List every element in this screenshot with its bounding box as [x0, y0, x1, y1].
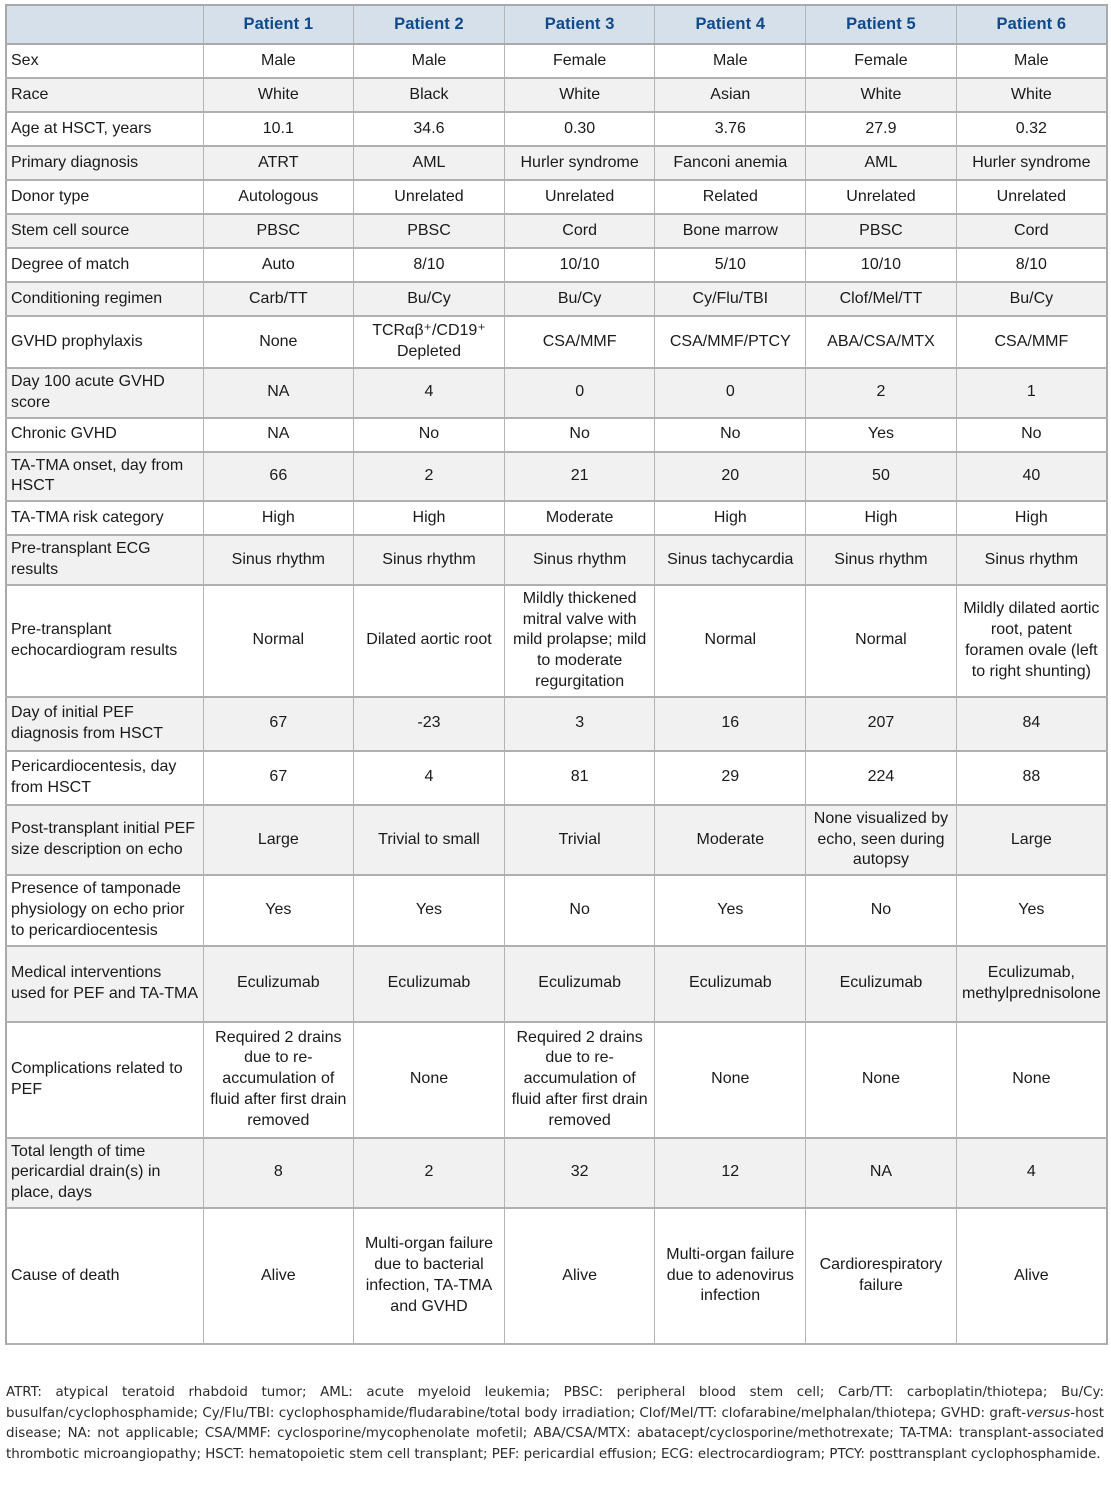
cell-patient-3: Mildly thickened mitral valve with mild prolapse; mild to moderate regurgitation [504, 585, 655, 697]
cell-patient-6: None [956, 1022, 1107, 1138]
column-header-patient-5: Patient 5 [806, 5, 957, 44]
cell-patient-5: PBSC [806, 214, 957, 248]
table-row [6, 146, 1107, 180]
cell-patient-6: Alive [956, 1208, 1107, 1344]
patient-characteristics-table [5, 4, 1108, 1345]
row-label: Medical interventions used for PEF and TA-TMA [6, 946, 203, 1022]
cell-patient-6: Sinus rhythm [956, 535, 1107, 585]
cell-patient-1: NA [203, 418, 354, 452]
cell-patient-1: ATRT [203, 146, 354, 180]
column-header-patient-6: Patient 6 [956, 5, 1107, 44]
cell-patient-3: 3 [504, 697, 655, 751]
cell-patient-1: White [203, 78, 354, 112]
cell-patient-1: Alive [203, 1208, 354, 1344]
cell-patient-1: 67 [203, 697, 354, 751]
cell-patient-1: 10.1 [203, 112, 354, 146]
row-label: Pre-transplant echocardiogram results [6, 585, 203, 697]
table-row [6, 875, 1107, 945]
table-row [6, 44, 1107, 78]
cell-patient-4: None [655, 1022, 806, 1138]
footnote-italic-term: versus [1026, 1405, 1071, 1421]
cell-patient-2: None [354, 1022, 505, 1138]
row-label: Total length of time pericardial drain(s) in place, days [6, 1138, 203, 1208]
table-header [6, 5, 1107, 44]
cell-patient-1: Required 2 drains due to re-accumulation of fluid after first drain removed [203, 1022, 354, 1138]
cell-patient-4: Moderate [655, 805, 806, 875]
table-row [6, 248, 1107, 282]
cell-patient-6: Eculizumab, methylprednisolone [956, 946, 1107, 1022]
cell-patient-4: Related [655, 180, 806, 214]
cell-patient-6: 1 [956, 368, 1107, 418]
table-row [6, 180, 1107, 214]
cell-patient-6: 0.32 [956, 112, 1107, 146]
cell-patient-2: High [354, 501, 505, 535]
cell-patient-3: Trivial [504, 805, 655, 875]
table-row [6, 535, 1107, 585]
cell-patient-5: High [806, 501, 957, 535]
column-header-patient-3: Patient 3 [504, 5, 655, 44]
cell-patient-4: 16 [655, 697, 806, 751]
cell-patient-3: Moderate [504, 501, 655, 535]
cell-patient-4: Fanconi anemia [655, 146, 806, 180]
cell-patient-4: Bone marrow [655, 214, 806, 248]
table-row [6, 805, 1107, 875]
cell-patient-5: No [806, 875, 957, 945]
table-row [6, 112, 1107, 146]
cell-patient-4: 12 [655, 1138, 806, 1208]
cell-patient-3: 10/10 [504, 248, 655, 282]
cell-patient-5: 10/10 [806, 248, 957, 282]
cell-patient-1: Carb/TT [203, 282, 354, 316]
cell-patient-3: Eculizumab [504, 946, 655, 1022]
cell-patient-3: 32 [504, 1138, 655, 1208]
row-label: Donor type [6, 180, 203, 214]
row-label: Conditioning regimen [6, 282, 203, 316]
cell-patient-2: Dilated aortic root [354, 585, 505, 697]
row-label: Chronic GVHD [6, 418, 203, 452]
table-row [6, 1138, 1107, 1208]
cell-patient-4: 0 [655, 368, 806, 418]
table-footnote [6, 1383, 1104, 1465]
table-row [6, 1022, 1107, 1138]
cell-patient-6: Unrelated [956, 180, 1107, 214]
cell-patient-3: Sinus rhythm [504, 535, 655, 585]
cell-patient-6: No [956, 418, 1107, 452]
row-label: Degree of match [6, 248, 203, 282]
cell-patient-6: Male [956, 44, 1107, 78]
cell-patient-6: CSA/MMF [956, 316, 1107, 368]
cell-patient-2: Eculizumab [354, 946, 505, 1022]
row-label: TA-TMA risk category [6, 501, 203, 535]
patient-characteristics-table-container [5, 4, 1106, 1345]
cell-patient-6: 88 [956, 751, 1107, 805]
cell-patient-4: Normal [655, 585, 806, 697]
table-row [6, 501, 1107, 535]
cell-patient-5: Female [806, 44, 957, 78]
cell-patient-5: 207 [806, 697, 957, 751]
row-label: Complications related to PEF [6, 1022, 203, 1138]
cell-patient-4: Sinus tachycardia [655, 535, 806, 585]
cell-patient-4: Multi-organ failure due to adenovirus infection [655, 1208, 806, 1344]
cell-patient-1: Normal [203, 585, 354, 697]
cell-patient-3: No [504, 875, 655, 945]
cell-patient-3: Required 2 drains due to re-accumulation of fluid after first drain removed [504, 1022, 655, 1138]
cell-patient-6: 40 [956, 452, 1107, 502]
column-header-patient-2: Patient 2 [354, 5, 505, 44]
cell-patient-1: 8 [203, 1138, 354, 1208]
cell-patient-1: Autologous [203, 180, 354, 214]
row-label: TA-TMA onset, day from HSCT [6, 452, 203, 502]
cell-patient-5: White [806, 78, 957, 112]
table-row [6, 1208, 1107, 1344]
cell-patient-2: 34.6 [354, 112, 505, 146]
table-row [6, 452, 1107, 502]
cell-patient-6: Yes [956, 875, 1107, 945]
cell-patient-5: 27.9 [806, 112, 957, 146]
cell-patient-3: 0 [504, 368, 655, 418]
cell-patient-2: 4 [354, 368, 505, 418]
footnote-text-part-2: -host disease; NA: not applicable; CSA/MMF: cyclosporine/mycophenolate mofetil; ABA/CSA/MTX: abatacept/cyclosporine/methotrexate; TA-TMA: transplant-associated thrombotic microangiopathy; HSCT: hematopoietic stem cell transplant; PEF: pericardial effusion; ECG: electrocardiogram; PTCY: posttransplant cyclophosphamide. [6, 1405, 1104, 1462]
table-row [6, 946, 1107, 1022]
cell-patient-3: Unrelated [504, 180, 655, 214]
cell-patient-1: None [203, 316, 354, 368]
cell-patient-5: Cardiorespiratory failure [806, 1208, 957, 1344]
cell-patient-4: Yes [655, 875, 806, 945]
cell-patient-3: Bu/Cy [504, 282, 655, 316]
row-label: Primary diagnosis [6, 146, 203, 180]
table-row [6, 316, 1107, 368]
cell-patient-4: Eculizumab [655, 946, 806, 1022]
header-row [6, 5, 1107, 44]
table-row [6, 78, 1107, 112]
column-header-patient-4: Patient 4 [655, 5, 806, 44]
row-label: Post-transplant initial PEF size description on echo [6, 805, 203, 875]
cell-patient-5: Unrelated [806, 180, 957, 214]
table-row [6, 418, 1107, 452]
cell-patient-1: Eculizumab [203, 946, 354, 1022]
cell-patient-4: 20 [655, 452, 806, 502]
cell-patient-2: 8/10 [354, 248, 505, 282]
cell-patient-1: Large [203, 805, 354, 875]
table-row [6, 751, 1107, 805]
cell-patient-5: None [806, 1022, 957, 1138]
cell-patient-3: Hurler syndrome [504, 146, 655, 180]
cell-patient-2: TCRαβ⁺/CD19⁺ Depleted [354, 316, 505, 368]
cell-patient-1: High [203, 501, 354, 535]
cell-patient-2: 2 [354, 1138, 505, 1208]
cell-patient-5: Yes [806, 418, 957, 452]
cell-patient-2: Multi-organ failure due to bacterial infection, TA-TMA and GVHD [354, 1208, 505, 1344]
table-row [6, 282, 1107, 316]
row-label: Stem cell source [6, 214, 203, 248]
row-label: Cause of death [6, 1208, 203, 1344]
cell-patient-5: Sinus rhythm [806, 535, 957, 585]
cell-patient-2: Male [354, 44, 505, 78]
cell-patient-6: Hurler syndrome [956, 146, 1107, 180]
row-label: Sex [6, 44, 203, 78]
cell-patient-5: NA [806, 1138, 957, 1208]
table-row [6, 368, 1107, 418]
cell-patient-3: Female [504, 44, 655, 78]
cell-patient-2: -23 [354, 697, 505, 751]
cell-patient-4: 29 [655, 751, 806, 805]
cell-patient-4: Asian [655, 78, 806, 112]
cell-patient-5: Normal [806, 585, 957, 697]
cell-patient-5: ABA/CSA/MTX [806, 316, 957, 368]
row-label: Race [6, 78, 203, 112]
cell-patient-2: Unrelated [354, 180, 505, 214]
cell-patient-1: Yes [203, 875, 354, 945]
cell-patient-5: AML [806, 146, 957, 180]
cell-patient-2: AML [354, 146, 505, 180]
cell-patient-3: Cord [504, 214, 655, 248]
cell-patient-2: 4 [354, 751, 505, 805]
table-body [6, 44, 1107, 1344]
cell-patient-1: 67 [203, 751, 354, 805]
row-label: Pre-transplant ECG results [6, 535, 203, 585]
cell-patient-1: Male [203, 44, 354, 78]
cell-patient-1: Sinus rhythm [203, 535, 354, 585]
cell-patient-6: 84 [956, 697, 1107, 751]
cell-patient-2: Bu/Cy [354, 282, 505, 316]
table-row [6, 214, 1107, 248]
cell-patient-2: Trivial to small [354, 805, 505, 875]
cell-patient-6: White [956, 78, 1107, 112]
cell-patient-6: Mildly dilated aortic root, patent foramen ovale (left to right shunting) [956, 585, 1107, 697]
row-label: Age at HSCT, years [6, 112, 203, 146]
column-header-patient-1: Patient 1 [203, 5, 354, 44]
cell-patient-4: Cy/Flu/TBI [655, 282, 806, 316]
corner-header-cell [6, 5, 203, 44]
cell-patient-3: White [504, 78, 655, 112]
cell-patient-2: 2 [354, 452, 505, 502]
cell-patient-4: No [655, 418, 806, 452]
cell-patient-3: Alive [504, 1208, 655, 1344]
table-row [6, 697, 1107, 751]
row-label: GVHD prophylaxis [6, 316, 203, 368]
footnote-text-part-1: ATRT: atypical teratoid rhabdoid tumor; AML: acute myeloid leukemia; PBSC: peripheral blood stem cell; Carb/TT: carboplatin/thiotepa; Bu/Cy: busulfan/cyclophosphamide; Cy/Flu/TBI: cyclophosphamide/fludarabine/total body irradiation; Clof/Mel/TT: clofarabine/melphalan/thiotepa; GVHD: graft- [6, 1385, 1104, 1421]
cell-patient-6: Large [956, 805, 1107, 875]
cell-patient-2: Yes [354, 875, 505, 945]
row-label: Presence of tamponade physiology on echo prior to pericardiocentesis [6, 875, 203, 945]
cell-patient-6: Cord [956, 214, 1107, 248]
cell-patient-4: High [655, 501, 806, 535]
cell-patient-3: No [504, 418, 655, 452]
cell-patient-5: 224 [806, 751, 957, 805]
row-label: Pericardiocentesis, day from HSCT [6, 751, 203, 805]
cell-patient-5: 50 [806, 452, 957, 502]
cell-patient-1: PBSC [203, 214, 354, 248]
cell-patient-1: Auto [203, 248, 354, 282]
cell-patient-5: None visualized by echo, seen during autopsy [806, 805, 957, 875]
cell-patient-6: High [956, 501, 1107, 535]
cell-patient-3: CSA/MMF [504, 316, 655, 368]
cell-patient-4: CSA/MMF/PTCY [655, 316, 806, 368]
cell-patient-5: Eculizumab [806, 946, 957, 1022]
cell-patient-1: NA [203, 368, 354, 418]
cell-patient-2: Sinus rhythm [354, 535, 505, 585]
cell-patient-3: 0.30 [504, 112, 655, 146]
cell-patient-2: PBSC [354, 214, 505, 248]
table-row [6, 585, 1107, 697]
cell-patient-3: 21 [504, 452, 655, 502]
cell-patient-6: 4 [956, 1138, 1107, 1208]
row-label: Day of initial PEF diagnosis from HSCT [6, 697, 203, 751]
cell-patient-2: No [354, 418, 505, 452]
cell-patient-4: Male [655, 44, 806, 78]
cell-patient-4: 3.76 [655, 112, 806, 146]
cell-patient-6: 8/10 [956, 248, 1107, 282]
cell-patient-1: 66 [203, 452, 354, 502]
row-label: Day 100 acute GVHD score [6, 368, 203, 418]
cell-patient-5: Clof/Mel/TT [806, 282, 957, 316]
cell-patient-2: Black [354, 78, 505, 112]
cell-patient-4: 5/10 [655, 248, 806, 282]
cell-patient-5: 2 [806, 368, 957, 418]
cell-patient-6: Bu/Cy [956, 282, 1107, 316]
cell-patient-3: 81 [504, 751, 655, 805]
